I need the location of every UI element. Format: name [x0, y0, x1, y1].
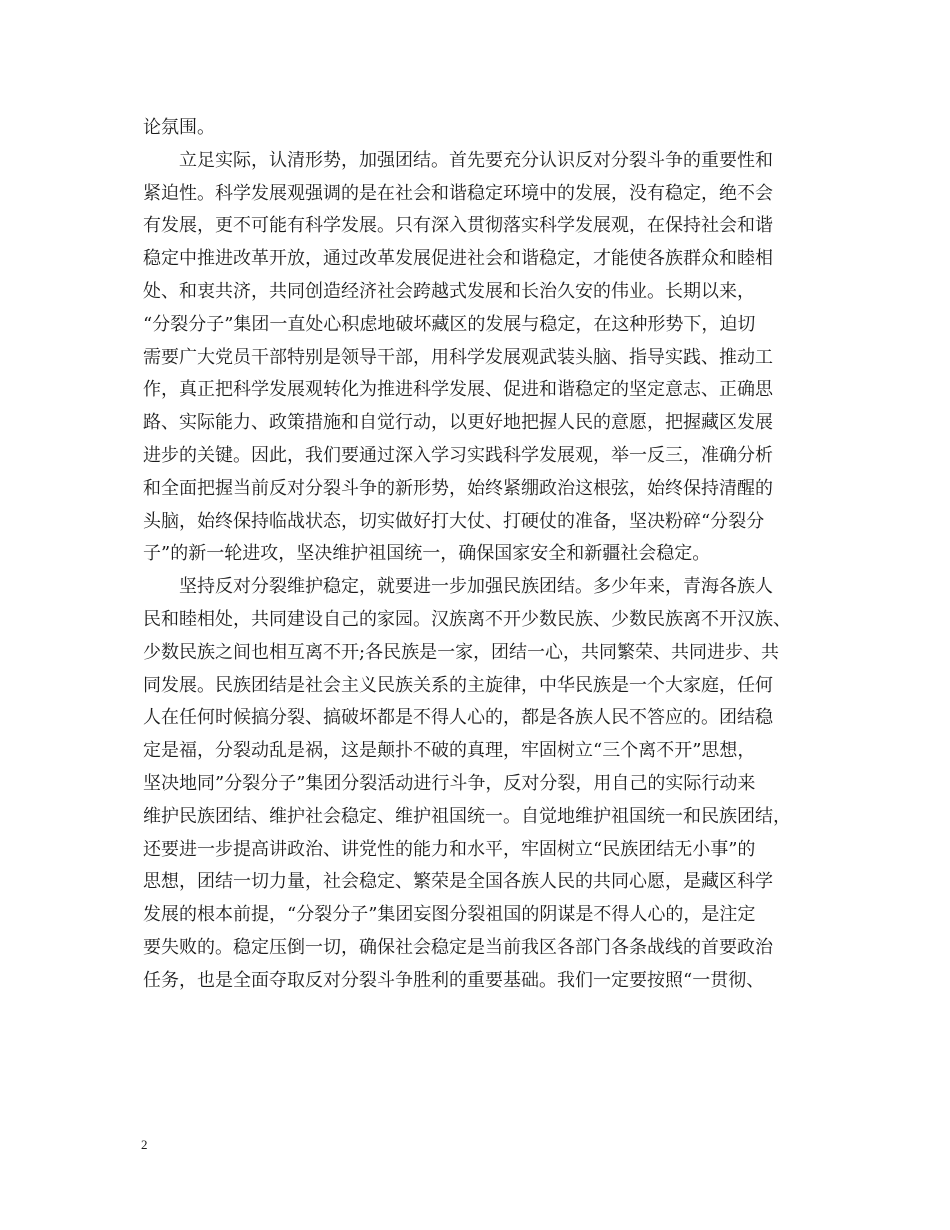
text-line: 子”的新一轮进攻，坚决维护祖国统一，确保国家安全和新疆社会稳定。: [143, 543, 711, 565]
text-line: 任务，也是全面夺取反对分裂斗争胜利的重要基础。我们一定要按照“一贯彻、: [143, 969, 765, 991]
text-line: 少数民族之间也相互离不开;各民族是一家，团结一心，共同繁荣、共同进步、共: [143, 641, 780, 663]
text-line: 和全面把握当前反对分裂斗争的新形势，始终紧绷政治这根弦，始终保持清醒的: [143, 477, 773, 499]
text-line: 民和睦相处，共同建设自己的家园。汉族离不开少数民族、少数民族离不开汉族、: [143, 608, 791, 630]
text-line: 人在任何时候搞分裂、搞破坏都是不得人心的，都是各族人民不答应的。团结稳: [143, 707, 773, 729]
text-line: 紧迫性。科学发展观强调的是在社会和谐稳定环境中的发展，没有稳定，绝不会: [143, 182, 773, 204]
text-line: 有发展，更不可能有科学发展。只有深入贯彻落实科学发展观，在保持社会和谐: [143, 215, 773, 237]
text-line: 需要广大党员干部特别是领导干部，用科学发展观武装头脑、指导实践、推动工: [143, 346, 773, 368]
text-line: 路、实际能力、政策措施和自觉行动，以更好地把握人民的意愿，把握藏区发展: [143, 412, 773, 434]
body-text: [143, 112, 813, 998]
text-line: 要失败的。稳定压倒一切，确保社会稳定是当前我区各部门各条战线的首要政治: [143, 936, 773, 958]
text-line: “分裂分子”集团一直处心积虑地破坏藏区的发展与稳定，在这种形势下，迫切: [143, 313, 756, 335]
text-line: 进步的关键。因此，我们要通过深入学习实践科学发展观，举一反三，准确分析: [143, 444, 773, 466]
text-line: 稳定中推进改革开放，通过改革发展促进社会和谐稳定，才能使各族群众和睦相: [143, 248, 773, 270]
text-line: 定是福，分裂动乱是祸，这是颠扑不破的真理，牢固树立“三个离不开”思想，: [143, 740, 756, 762]
text-line: 思想，团结一切力量，社会稳定、繁荣是全国各族人民的共同心愿，是藏区科学: [143, 871, 773, 893]
text-line: 坚决地同”分裂分子”集团分裂活动进行斗争，反对分裂，用自己的实际行动来: [143, 772, 756, 794]
page-number: 2: [141, 1137, 148, 1152]
text-line: 头脑，始终保持临战状态，切实做好打大仗、打硬仗的准备，坚决粉碎“分裂分: [143, 510, 765, 532]
text-line: 坚持反对分裂维护稳定，就要进一步加强民族团结。多少年来，青海各族人: [143, 576, 773, 598]
text-line: 处、和衷共济，共同创造经济社会跨越式发展和长治久安的伟业。长期以来，: [143, 280, 755, 302]
text-line: 发展的根本前提，“分裂分子”集团妄图分裂祖国的阴谋是不得人心的，是注定: [143, 904, 756, 926]
text-line: 论氛围。: [143, 117, 215, 138]
text-line: 立足实际，认清形势，加强团结。首先要充分认识反对分裂斗争的重要性和: [143, 149, 773, 171]
text-line: 维护民族团结、维护社会稳定、维护祖国统一。自觉地维护祖国统一和民族团结，: [143, 805, 791, 827]
text-line: 还要进一步提高讲政治、讲党性的能力和水平，牢固树立“民族团结无小事”的: [143, 838, 756, 860]
text-line: 作，真正把科学发展观转化为推进科学发展、促进和谐稳定的坚定意志、正确思: [143, 379, 773, 401]
text-line: 同发展。民族团结是社会主义民族关系的主旋律，中华民族是一个大家庭，任何: [143, 674, 773, 696]
